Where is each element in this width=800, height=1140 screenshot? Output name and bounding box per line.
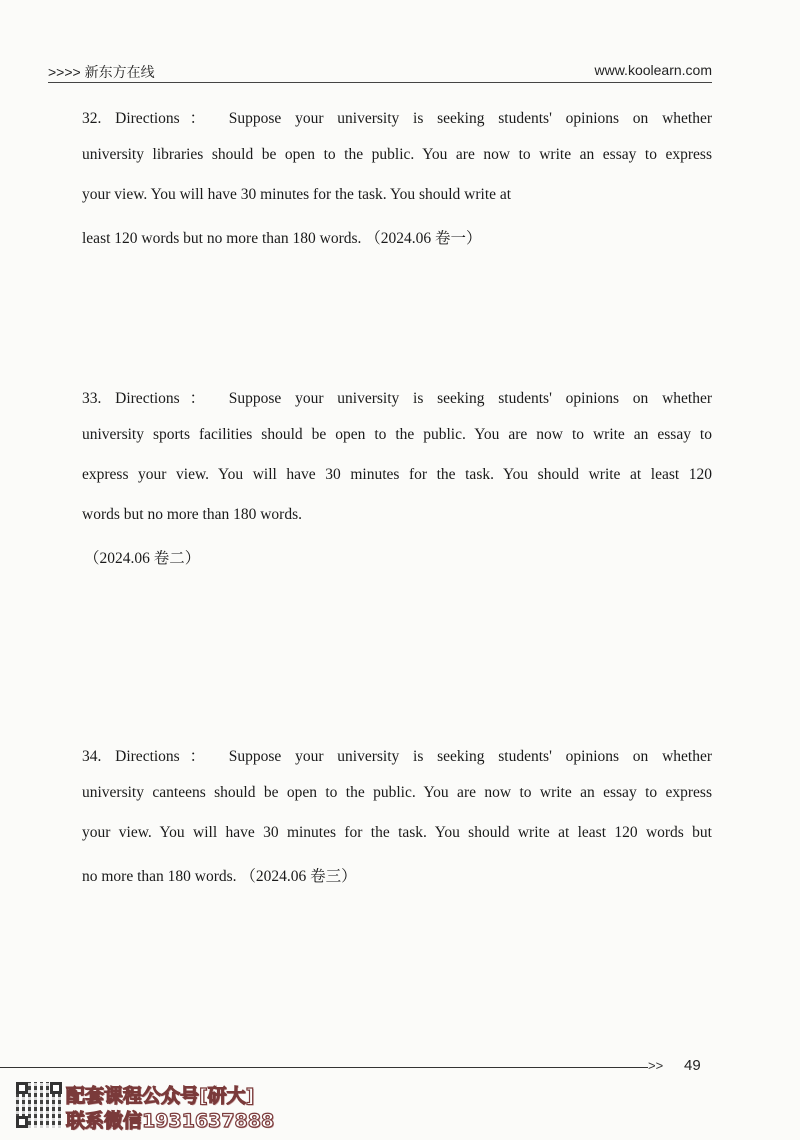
page-number: 49 [684, 1057, 701, 1074]
watermark-line-2: 联系微信1931637888 [66, 1110, 275, 1132]
question-line: university libraries should be open to the public. You are now to write an essay to express [82, 146, 712, 163]
watermark-line-1: 配套课程公众号[研大] [66, 1085, 255, 1107]
question-source: （2024.06 卷二） [84, 550, 201, 567]
question-line: university canteens should be open to the public. You are now to write an essay to express [82, 784, 712, 801]
header-website: www.koolearn.com [594, 62, 712, 78]
qr-code-icon [16, 1082, 62, 1128]
page-header [48, 62, 712, 83]
question-line: 33. Directions： Suppose your university is seeking students' opinions on whether [82, 390, 712, 407]
footer-rule [0, 1067, 648, 1068]
header-brand: >>>> 新东方在线 [48, 64, 155, 80]
question-line: your view. You will have 30 minutes for the task. You should write at [82, 186, 512, 203]
question-line: university sports facilities should be open to the public. You are now to write an essay to [82, 426, 712, 443]
question-line: your view. You will have 30 minutes for the task. You should write at least 120 words but [82, 824, 712, 841]
question-line: express your view. You will have 30 minutes for the task. You should write at least 120 [82, 466, 712, 483]
question-line: words but no more than 180 words. [82, 506, 302, 523]
question-line: least 120 words but no more than 180 words. （2024.06 卷一） [82, 230, 482, 247]
question-line: 34. Directions： Suppose your university is seeking students' opinions on whether [82, 748, 712, 765]
question-line: no more than 180 words. （2024.06 卷三） [82, 868, 357, 885]
footer-arrow: >> [648, 1058, 664, 1073]
question-line: 32. Directions： Suppose your university is seeking students' opinions on whether [82, 110, 712, 127]
